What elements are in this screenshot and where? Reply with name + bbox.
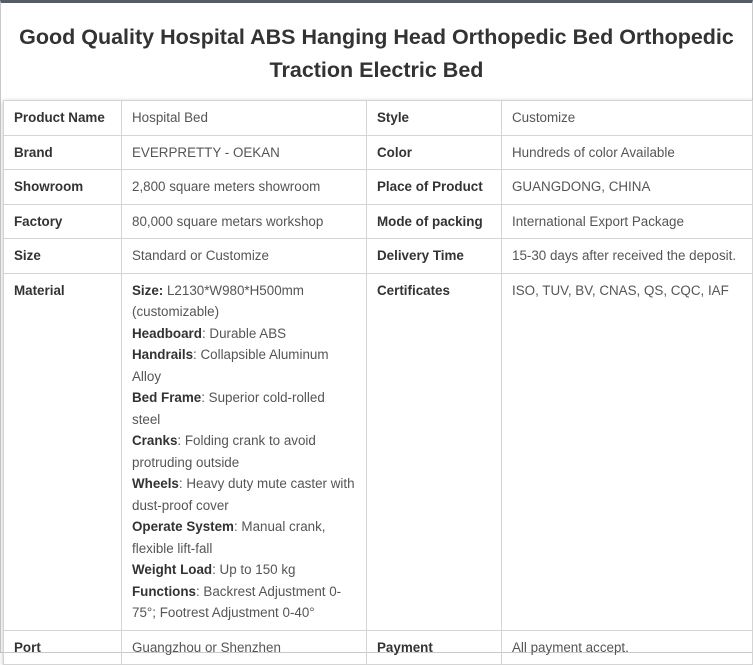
table-row [4,101,753,136]
material-spec-item [132,323,356,345]
material-spec-item [132,516,356,559]
spec-text: : Folding crank to avoid protruding outside [132,433,316,470]
spec-key: Bed Frame [132,390,202,405]
spec-value: GUANGDONG, CHINA [502,170,753,205]
spec-text: : Durable ABS [201,325,287,341]
table-row [4,170,753,205]
spec-label: Port [4,630,122,665]
spec-value: Customize [502,101,753,136]
spec-value: ISO, TUV, BV, CNAS, QS, CQC, IAF [502,273,753,630]
spec-value: All payment accept. [502,630,753,665]
spec-text: : Backrest Adjustment 0-75°; Footrest Adjustment 0-40° [132,583,342,620]
spec-label: Delivery Time [367,239,502,274]
spec-value: 80,000 square metars workshop [122,204,367,239]
material-spec-item [132,473,356,516]
spec-label: Material [4,273,122,630]
spec-label: Showroom [4,170,122,205]
page-title [1,3,752,98]
spec-key: Operate System [132,519,234,534]
spec-text: : Superior cold-rolled steel [132,390,325,427]
table-row [4,204,753,239]
table-row [4,135,753,170]
spec-label: Color [367,135,502,170]
spec-label: Place of Product [367,170,502,205]
material-spec-item [132,430,356,473]
spec-value: Standard or Customize [122,239,367,274]
spec-label: Factory [4,204,122,239]
spec-text: : Up to 150 kg [212,562,296,577]
spec-key: Handrails [132,347,194,362]
material-spec-item [132,581,356,624]
spec-value: 15-30 days after received the deposit. [502,239,753,274]
spec-value: Hospital Bed [122,101,367,136]
material-spec-list [122,273,367,630]
spec-value: Guangzhou or Shenzhen [122,630,367,665]
spec-key: Cranks [132,433,178,448]
spec-label: Style [367,101,502,136]
spec-value: Hundreds of color Available [502,135,753,170]
title-line-1: Good Quality Hospital ABS Hanging Head Orthopedic Bed Orthopedic [19,25,734,49]
spec-text: : Heavy duty mute caster with dust-proof cover [132,476,355,513]
spec-text: : Collapsible Aluminum Alloy [132,347,329,384]
spec-value: 2,800 square meters showroom [122,170,367,205]
spec-label: Brand [4,135,122,170]
spec-key: Headboard [132,325,202,341]
spec-label: Size [4,239,122,274]
spec-key: Functions [132,583,196,599]
spec-label: Product Name [4,101,122,136]
spec-value: EVERPRETTY - OEKAN [122,135,367,170]
spec-label: Certificates [367,273,502,630]
material-spec-item [132,559,356,581]
spec-text: : Manual crank, flexible lift-fall [132,519,326,556]
spec-key: Wheels [132,476,179,491]
spec-key: Weight Load [132,562,213,577]
title-line-2: Traction Electric Bed [269,58,484,82]
spec-label: Mode of packing [367,204,502,239]
spec-text: L2130*W980*H500mm (customizable) [132,282,304,319]
material-spec-item [132,387,356,430]
material-spec-item [132,280,356,323]
table-row [4,239,753,274]
table-row [4,630,753,665]
material-spec-item [132,344,356,387]
spec-key: Size: [132,282,164,298]
spec-table [3,100,753,665]
spec-label: Payment [367,630,502,665]
table-row-material [4,273,753,630]
spec-value: International Export Package [502,204,753,239]
